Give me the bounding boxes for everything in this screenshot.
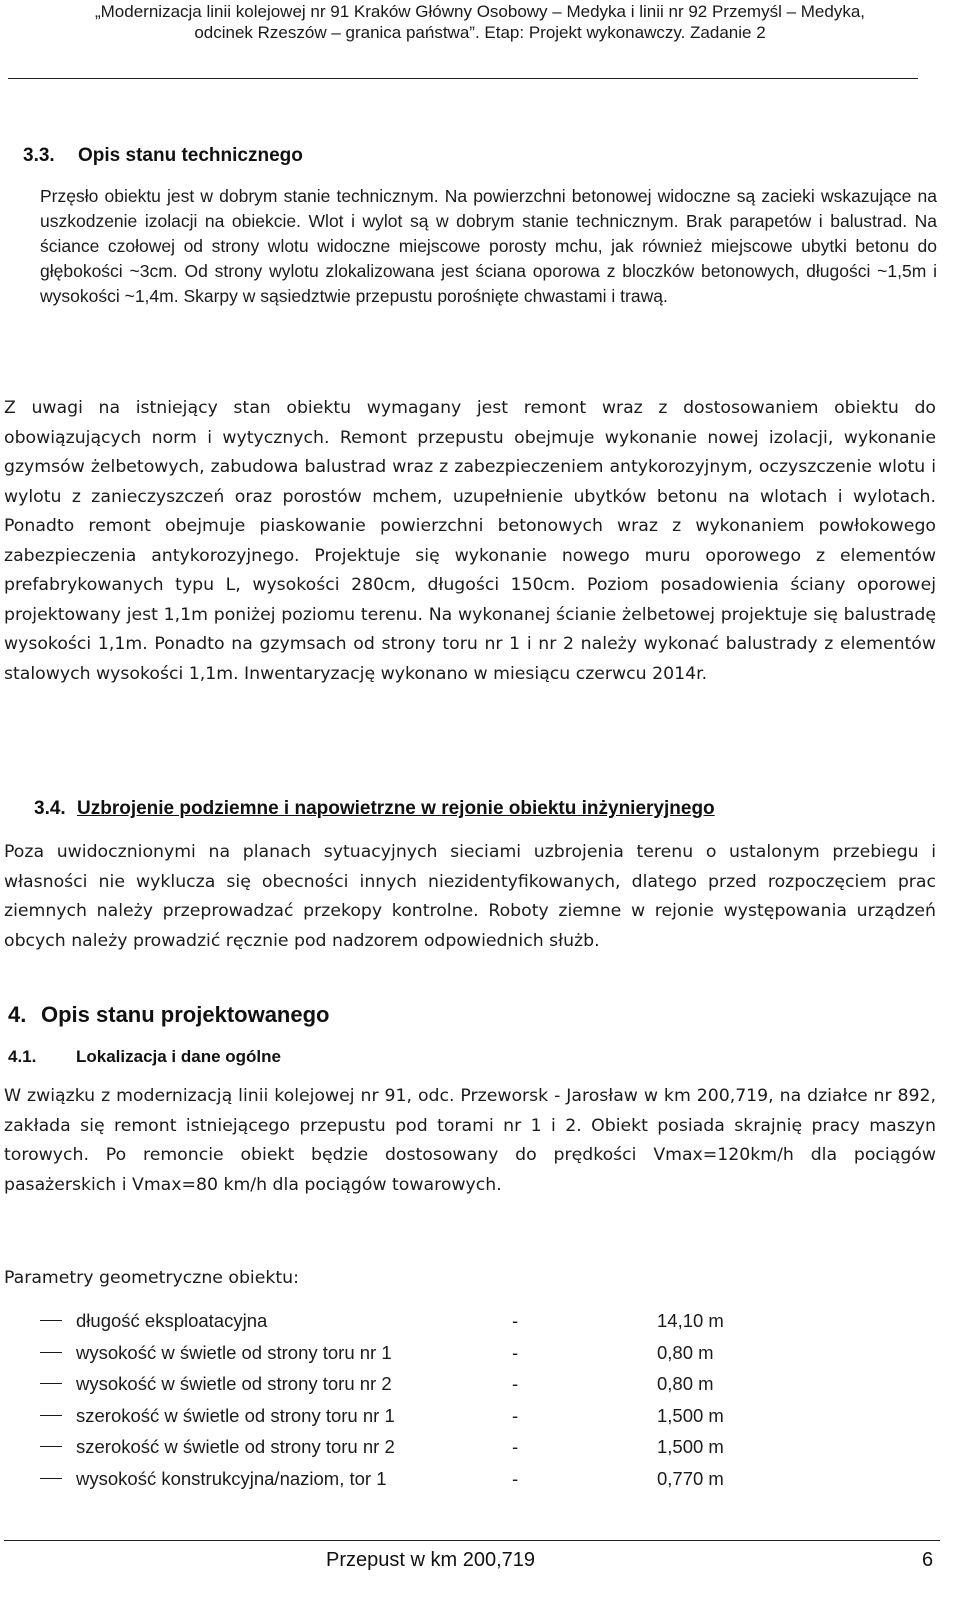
param-name: długość eksploatacyjna — [76, 1310, 268, 1331]
section-title: Opis stanu projektowanego — [41, 1002, 330, 1027]
footer-title: Przepust w km 200,719 — [326, 1549, 535, 1571]
param-value: 0,80 m — [657, 1341, 714, 1363]
param-value: 1,500 m — [657, 1404, 724, 1426]
list-item — [0, 1431, 960, 1463]
param-value: 1,500 m — [657, 1436, 724, 1457]
param-name: szerokość w świetle od strony toru nr 2 — [76, 1436, 395, 1457]
list-item — [0, 1305, 960, 1337]
param-separator: - — [512, 1467, 519, 1489]
dash-bullet — [40, 1415, 62, 1416]
section-number: 3.3. — [23, 145, 55, 166]
dash-bullet — [40, 1446, 62, 1447]
dash-bullet — [40, 1478, 62, 1479]
section-heading-4-1 — [8, 1044, 281, 1070]
list-item — [0, 1400, 960, 1432]
dash-bullet — [40, 1352, 62, 1353]
section-title: Uzbrojenie podziemne i napowietrzne w rejonie obiektu inżynieryjnego — [77, 798, 715, 819]
page-number: 6 — [922, 1549, 934, 1571]
paragraph-renovation-scope: Z uwagi na istniejący stan obiektu wymagany jest remont wraz z dostosowaniem obiektu do obowiązujących norm i wytycznych. Remont przepustu obejmuje wykonanie nowej izolacji, wykonanie gzymsów żelbetowych, zabudowa balustrad wraz z zabezpieczeniem antykorozyjnym, oczyszczenie wlotu i wylotu z zanieczyszczeń oraz porostów mchem, uzupełnienie ubytków betonu na wlotach i wylotach. Ponadto remont obejmuje piaskowanie powierzchni betonowych wraz z wykonaniem powłokowego zabezpieczenia antykorozyjnego. Projektuje się wykonanie nowego muru oporowego z elementów prefabrykowanych typu L, wysokości 280cm, długości 150cm. Poziom posadowienia ściany oporowej projektowany jest 1,1m poniżej poziomu terenu. Na wykonanej ścianie żelbetowej projektuje się balustradę wysokości 1,1m. Ponadto na gzymsach od strony toru nr 1 i nr 2 należy wykonać balustrady z elementów stalowych wysokości 1,1m. Inwentaryzację wykonano w miesiącu czerwcu 2014r. — [4, 398, 936, 684]
section-number: 4. — [8, 1002, 27, 1027]
params-heading: Parametry geometryczne obiektu: — [4, 1268, 299, 1288]
param-separator: - — [512, 1310, 519, 1331]
paragraph-location: W związku z modernizacją linii kolejowej nr 91, odc. Przeworsk - Jarosław w km 200,719, na działce nr 892, zakłada się remont istniejącego przepustu pod torami nr 1 i 2. Obiekt posiada skrajnię pracy maszyn torowych. Po remoncie obiekt będzie dostosowany do prędkości Vmax=120km/h dla pociągów pasażerskich i Vmax=80 km/h dla pociągów towarowych. — [4, 1086, 936, 1195]
list-item — [0, 1463, 960, 1495]
dash-bullet — [40, 1320, 62, 1321]
param-separator: - — [512, 1404, 519, 1426]
list-item — [0, 1337, 960, 1369]
section-number: 3.4. — [34, 798, 66, 819]
param-value: 14,10 m — [657, 1310, 724, 1331]
section-title: Lokalizacja i dane ogólne — [76, 1047, 281, 1066]
geometric-params-list — [0, 1305, 960, 1494]
param-name: szerokość w świetle od strony toru nr 1 — [76, 1404, 395, 1426]
param-value: 0,80 m — [657, 1373, 714, 1394]
section-heading-3-3 — [23, 143, 303, 169]
header-line-2: odcinek Rzeszów – granica państwa”. Etap: Projekt wykonawczy. Zadanie 2 — [194, 23, 766, 42]
param-separator: - — [512, 1436, 519, 1457]
list-item — [0, 1368, 960, 1400]
header-line-1: „Modernizacja linii kolejowej nr 91 Kraków Główny Osobowy – Medyka i linii nr 92 Przemyśl – Medyka, — [94, 2, 866, 21]
param-separator: - — [512, 1341, 519, 1363]
param-separator: - — [512, 1373, 519, 1394]
dash-bullet — [40, 1383, 62, 1384]
param-name: wysokość konstrukcyjna/naziom, tor 1 — [76, 1467, 387, 1489]
param-name: wysokość w świetle od strony toru nr 1 — [76, 1341, 392, 1363]
section-heading-3-4 — [34, 796, 715, 822]
param-value: 0,770 m — [657, 1467, 724, 1489]
section-heading-4 — [8, 1000, 329, 1030]
section-number: 4.1. — [8, 1047, 37, 1066]
header-divider — [8, 78, 918, 79]
paragraph-utilities: Poza uwidocznionymi na planach sytuacyjnych sieciami uzbrojenia terenu o ustalonym przebiegu i własności nie wyklucza się obecności innych niezidentyfikowanych, dlatego przed rozpoczęciem prac ziemnych należy przeprowadzać przekopy kontrolne. Roboty ziemne w rejonie występowania urządzeń obcych należy prowadzić ręcznie pod nadzorem odpowiednich służb. — [4, 842, 936, 951]
section-title: Opis stanu technicznego — [78, 145, 303, 166]
footer-divider — [4, 1540, 940, 1541]
paragraph-technical-condition: Przęsło obiektu jest w dobrym stanie technicznym. Na powierzchni betonowej widoczne są zacieki wskazujące na uszkodzenie izolacji na obiekcie. Wlot i wylot są w dobrym stanie technicznym. Brak parapetów i balustrad. Na ściance czołowej od strony wlotu widoczne miejscowe porosty mchu, jak również miejscowe ubytki betonu do głębokości ~3cm. Od strony wylotu zlokalizowana jest ściana oporowa z bloczków betonowych, długości ~1,5m i wysokości ~1,4m. Skarpy w sąsiedztwie przepustu porośnięte chwastami i trawą. — [40, 186, 937, 306]
param-name: wysokość w świetle od strony toru nr 2 — [76, 1373, 392, 1394]
